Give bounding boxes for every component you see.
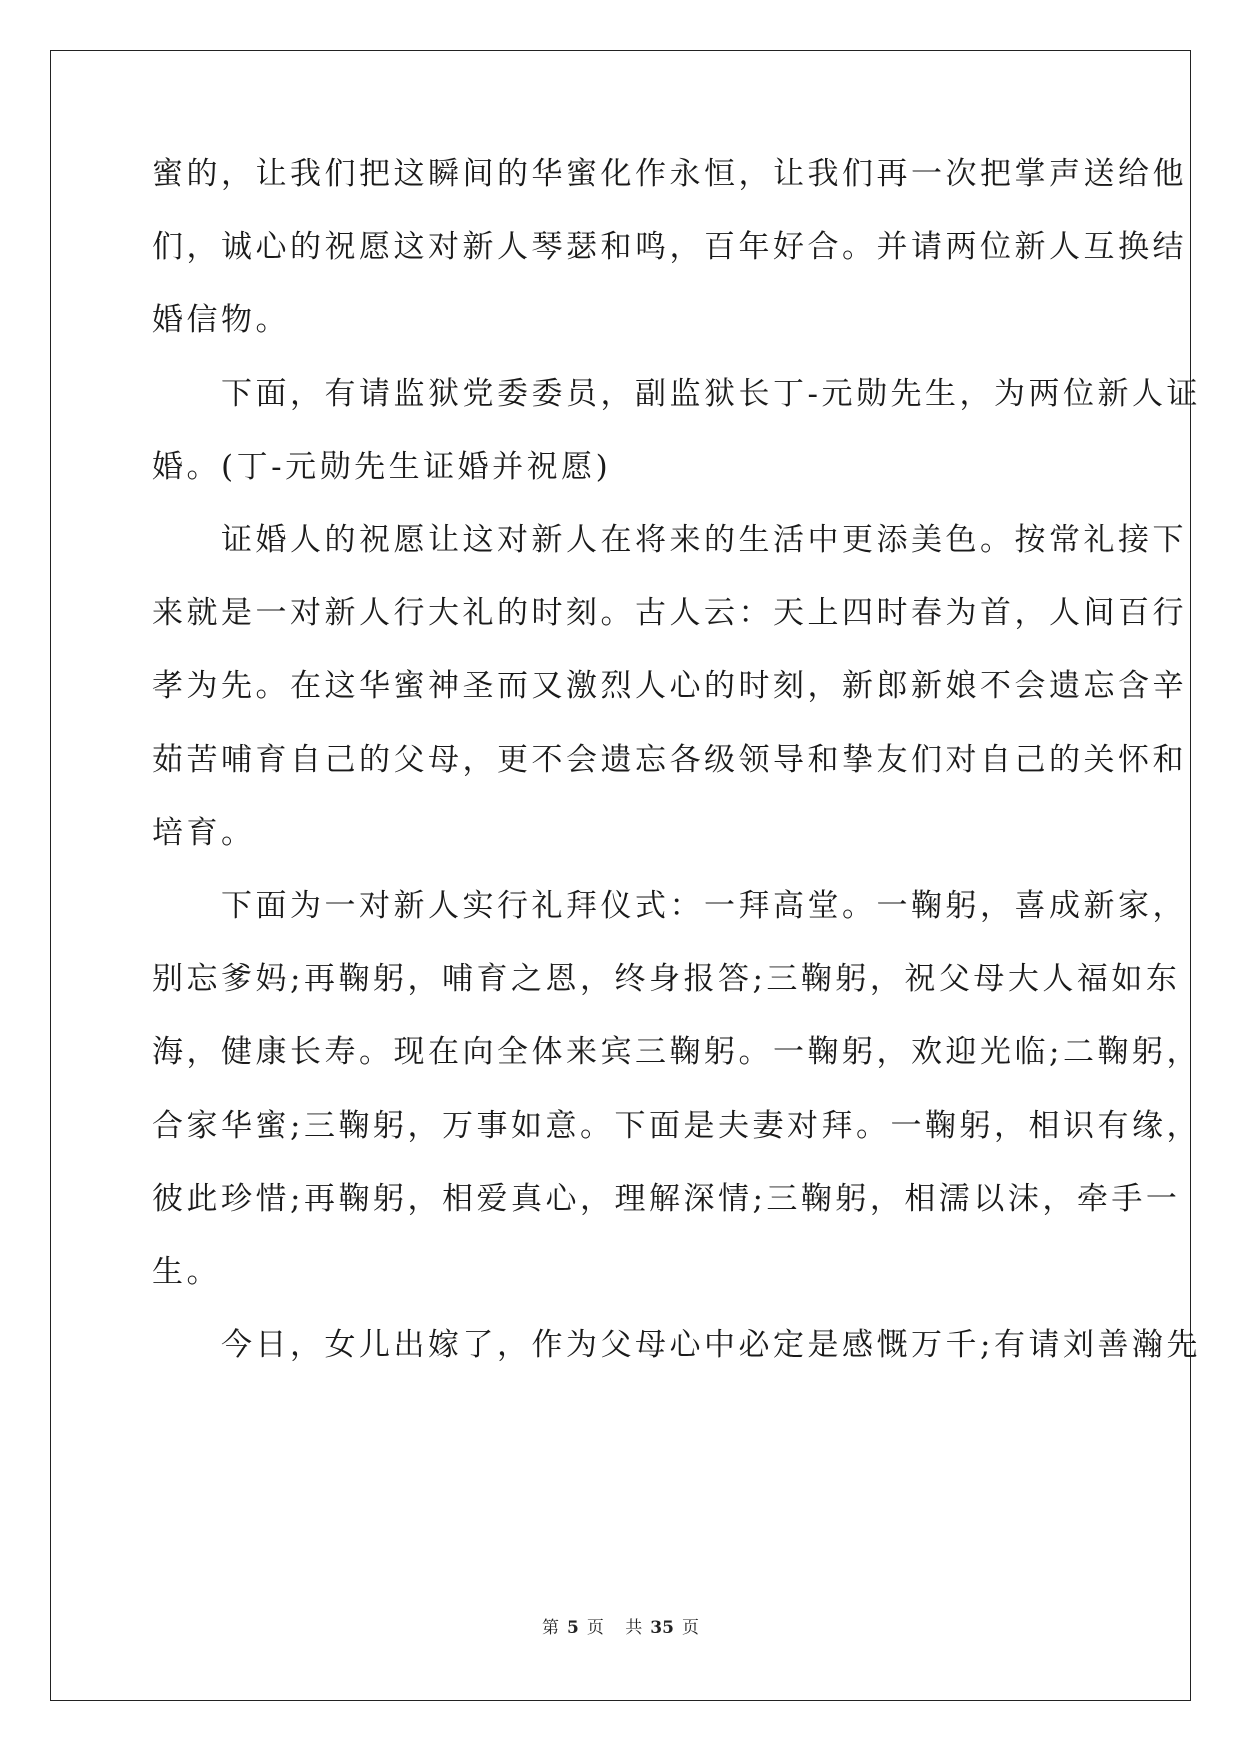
text-line: 培育。 — [152, 815, 256, 851]
total-suffix: 页 — [681, 1618, 699, 1638]
page-suffix: 页 — [586, 1618, 604, 1638]
text-line: 下面为一对新人实行礼拜仪式：一拜高堂。一鞠躬，喜成新家， — [152, 888, 1187, 924]
page-indicator — [538, 1618, 608, 1638]
text-line: 孝为先。在这华蜜神圣而又激烈人心的时刻，新郎新娘不会遗忘含辛 — [152, 668, 1187, 704]
page-footer — [0, 1613, 1241, 1638]
text-line: 海，健康长寿。现在向全体来宾三鞠躬。一鞠躬，欢迎光临;二鞠躬， — [152, 1034, 1201, 1070]
text-line: 婚信物。 — [152, 302, 290, 338]
text-line: 来就是一对新人行大礼的时刻。古人云：天上四时春为首，人间百行 — [152, 595, 1187, 631]
total-number: 35 — [650, 1618, 674, 1638]
text-line: 蜜的，让我们把这瞬间的华蜜化作永恒，让我们再一次把掌声送给他 — [152, 156, 1187, 192]
text-line: 今日，女儿出嫁了，作为父母心中必定是感慨万千;有请刘善瀚先 — [152, 1327, 1201, 1363]
text-line: 婚。(丁-元勋先生证婚并祝愿) — [152, 449, 612, 485]
text-line: 生。 — [152, 1254, 221, 1290]
total-pages — [621, 1618, 703, 1638]
text-line: 别忘爹妈;再鞠躬，哺育之恩，终身报答;三鞠躬，祝父母大人福如东 — [152, 961, 1181, 997]
text-line: 下面，有请监狱党委委员，副监狱长丁-元勋先生，为两位新人证 — [152, 376, 1201, 412]
text-line: 证婚人的祝愿让这对新人在将来的生活中更添美色。按常礼接下 — [152, 522, 1187, 558]
page-border — [50, 50, 1191, 1701]
text-line: 彼此珍惜;再鞠躬，相爱真心，理解深情;三鞠躬，相濡以沫，牵手一 — [152, 1181, 1181, 1217]
page-number: 5 — [567, 1618, 579, 1638]
total-prefix: 共 — [625, 1618, 643, 1638]
text-line: 们，诚心的祝愿这对新人琴瑟和鸣，百年好合。并请两位新人互换结 — [152, 229, 1187, 265]
text-line: 茹苦哺育自己的父母，更不会遗忘各级领导和挚友们对自己的关怀和 — [152, 742, 1187, 778]
text-line: 合家华蜜;三鞠躬，万事如意。下面是夫妻对拜。一鞠躬，相识有缘， — [152, 1108, 1201, 1144]
page-prefix: 第 — [542, 1618, 560, 1638]
